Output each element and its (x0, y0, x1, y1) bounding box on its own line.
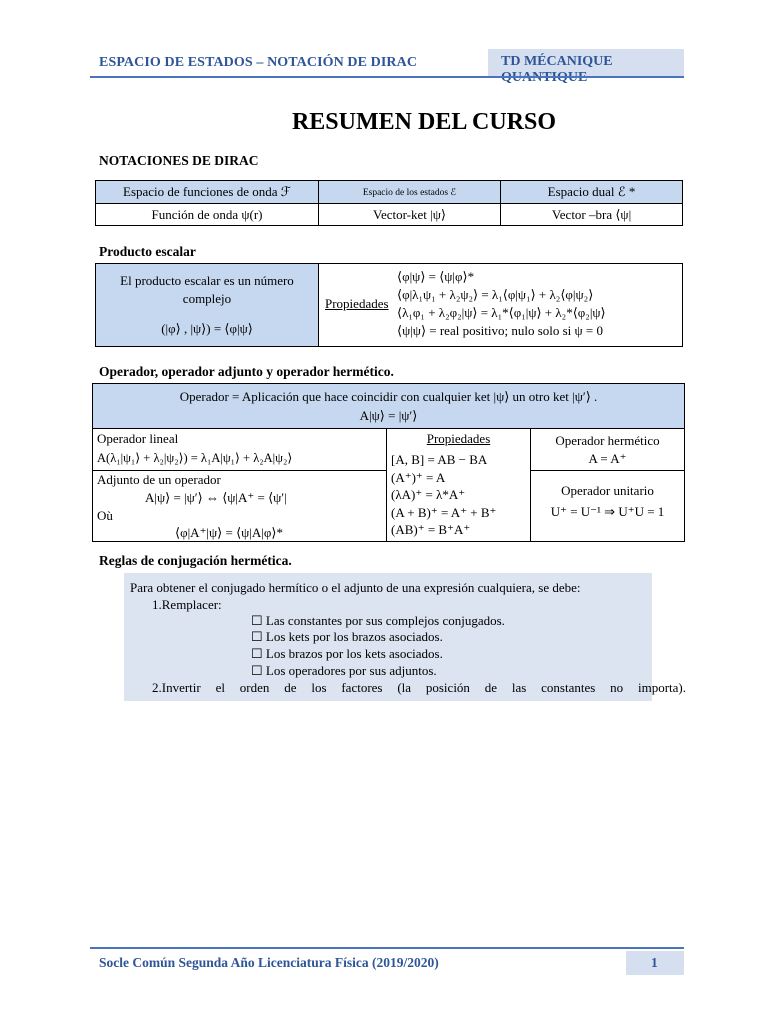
checkbox-bullet-icon: ☐ (251, 629, 266, 644)
unitary-operator-formula: U⁺ = U⁻¹ ⇒ U⁺U = 1 (550, 504, 665, 519)
unitary-operator-cell (531, 471, 685, 542)
rules-step-1: 1.Remplacer: (152, 597, 222, 612)
adjoint-operator-formula: A|ψ⟩ = |ψ′⟩ ⇔ ⟨ψ|A⁺ = ⟨ψ′| (145, 490, 287, 505)
operator-properties-title: Propiedades (426, 431, 491, 446)
linear-operator-title: Operador lineal (97, 431, 179, 446)
adjoint-operator-cell (93, 471, 387, 542)
page-number-box (626, 951, 684, 975)
dirac-col1-head: Espacio de funciones de onda ℱ (96, 181, 319, 204)
operator-def-row (93, 384, 685, 429)
dirac-table-value-row (96, 204, 683, 226)
scalar-property-3: ⟨λ₁φ₁ + λ₂φ₂|ψ⟩ = λ₁*⟨φ₁|ψ⟩ + λ₂*⟨φ₂|ψ⟩ (397, 305, 606, 320)
rules-step-2: 2.Invertir el orden de los factores (la posición de las constantes no importa). (152, 680, 686, 695)
page-number: 1 (651, 955, 658, 970)
checkbox-bullet-icon: ☐ (251, 663, 266, 678)
running-header-right-box (488, 49, 684, 76)
operator-definition-line1: Operador = Aplicación que hace coincidir con cualquier ket |ψ⟩ un otro ket |ψ′⟩ . (179, 389, 598, 404)
scalar-definition-text: El producto escalar es un número complejo (120, 273, 294, 306)
linear-operator-formula: A(λ₁|ψ₁⟩ + λ₂|ψ₂⟩) = λ₁A|ψ₁⟩ + λ₂A|ψ₂⟩ (97, 451, 293, 465)
dirac-col3-head: Espacio dual ℰ * (501, 181, 683, 204)
operator-property-2: (A⁺)⁺ = A (391, 469, 446, 485)
adjoint-operator-title: Adjunto de un operador (97, 472, 221, 487)
operator-property-1: [A, B] = AB − BA (391, 452, 488, 467)
scalar-properties-label: Propiedades (325, 296, 389, 311)
hermitian-operator-title: Operador hermético (555, 433, 660, 448)
dirac-col2-head: Espacio de los estados ℰ (319, 181, 501, 204)
dirac-col3-value: Vector –bra ⟨ψ| (501, 204, 683, 226)
scalar-row (96, 264, 683, 347)
header-rule (90, 76, 684, 78)
unitary-operator-title: Operador unitario (561, 483, 654, 498)
checkbox-bullet-icon: ☐ (251, 646, 266, 661)
rules-bullet-4: ☐ Los operadores por sus adjuntos. (251, 663, 437, 678)
section-heading-scalar: Producto escalar (99, 244, 196, 259)
scalar-definition-cell (96, 264, 319, 347)
scalar-properties-cell (319, 264, 683, 347)
operator-properties-cell (387, 429, 531, 542)
scalar-definition-formula: (|φ⟩ , |ψ⟩) = ⟨φ|ψ⟩ (161, 321, 253, 336)
dirac-table (95, 180, 683, 226)
operator-row-1 (93, 429, 685, 471)
dirac-table-head-row (96, 181, 683, 204)
adjoint-operator-formula-2: ⟨φ|A⁺|ψ⟩ = ⟨ψ|A|φ⟩* (175, 525, 283, 540)
scalar-property-1: ⟨φ|ψ⟩ = ⟨ψ|φ⟩* (397, 269, 475, 284)
section-heading-operator: Operador, operador adjunto y operador hermético. (99, 364, 394, 379)
rules-bullet-3: ☐ Los brazos por los kets asociados. (251, 646, 443, 661)
operator-property-5: (AB)⁺ = B⁺A⁺ (391, 522, 471, 537)
scalar-property-2: ⟨φ|λ₁ψ₁ + λ₂ψ₂⟩ = λ₁⟨φ|ψ₁⟩ + λ₂⟨φ|ψ₂⟩ (397, 287, 594, 302)
rules-box (124, 573, 686, 701)
operator-definition-cell (93, 384, 685, 429)
hermitian-operator-cell (531, 429, 685, 471)
dirac-col2-value: Vector-ket |ψ⟩ (319, 204, 501, 226)
footer-rule (90, 947, 684, 949)
adjoint-operator-ou: Où (97, 508, 113, 523)
running-header-left: ESPACIO DE ESTADOS – NOTACIÓN DE DIRAC (99, 55, 418, 70)
running-header-right: TD MÉCANIQUE (501, 54, 613, 69)
hermitian-operator-formula: A = A⁺ (588, 451, 627, 466)
operator-property-3: (λA)⁺ = λ*A⁺ (391, 487, 466, 502)
scalar-property-4: ⟨ψ|ψ⟩ = real positivo; nulo solo si ψ = 0 (397, 323, 604, 338)
operator-definition-line2: A|ψ⟩ = |ψ′⟩ (359, 408, 418, 423)
rules-bullet-2: ☐ Los kets por los brazos asociados. (251, 629, 443, 644)
checkbox-bullet-icon: ☐ (251, 613, 266, 628)
page-title: RESUMEN DEL CURSO (291, 109, 557, 135)
scalar-table (95, 263, 683, 347)
section-heading-rules: Reglas de conjugación hermética. (99, 553, 292, 568)
footer-text: Socle Común Segunda Año Licenciatura Física (2019/2020) (99, 955, 439, 970)
operator-property-4: (A + B)⁺ = A⁺ + B⁺ (391, 504, 497, 520)
linear-operator-cell (93, 429, 387, 471)
operator-table (92, 383, 685, 542)
rules-intro: Para obtener el conjugado hermítico o el adjunto de una expresión cualquiera, se debe: (130, 580, 581, 595)
section-heading-dirac: NOTACIONES DE DIRAC (99, 153, 259, 168)
rules-bullet-1: ☐ Las constantes por sus complejos conjugados. (251, 613, 505, 628)
dirac-col1-value: Función de onda ψ(r) (96, 204, 319, 226)
